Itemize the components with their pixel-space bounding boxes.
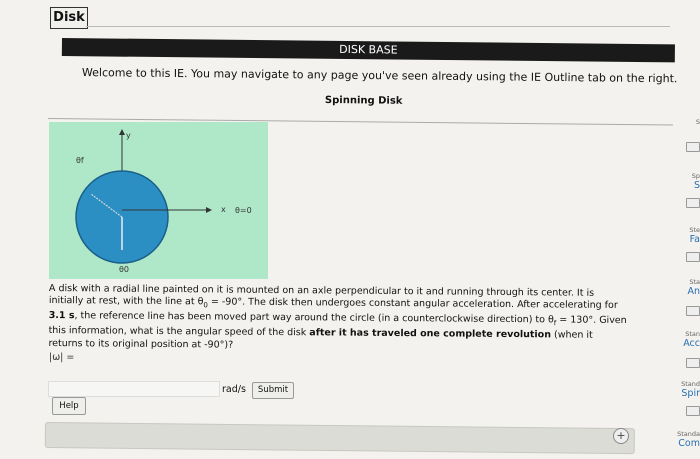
- outline-item-4-box[interactable]: [686, 306, 700, 316]
- outline-item-3-big[interactable]: Fa: [689, 234, 700, 245]
- outline-item-3-box[interactable]: [686, 252, 700, 262]
- outline-item-2-small[interactable]: Sp: [691, 172, 700, 180]
- outline-item-6-big[interactable]: Spir: [681, 388, 700, 399]
- x-axis-label: x: [221, 205, 226, 214]
- problem-text-3: , the reference line has been moved part way around the circle (in a counterclockwise direction) to θ: [74, 310, 554, 326]
- outline-item-6-small[interactable]: Stand: [681, 380, 700, 388]
- disk-tab[interactable]: Disk: [50, 7, 88, 29]
- outline-item-2-big[interactable]: S: [693, 180, 700, 191]
- outline-item-5-small[interactable]: Stan: [685, 330, 700, 338]
- outline-item-1-small[interactable]: S: [695, 118, 700, 126]
- disk-diagram: [49, 122, 268, 279]
- outline-item-3-small[interactable]: Ste: [689, 226, 700, 234]
- outline-item-4-big[interactable]: An: [687, 286, 700, 297]
- outline-item-1-box[interactable]: [686, 142, 700, 152]
- y-axis-label: y: [126, 131, 131, 140]
- theta-f-subscript: f: [553, 319, 557, 328]
- outline-item-6-box[interactable]: [686, 406, 700, 416]
- theta-0-subscript: 0: [203, 301, 208, 310]
- theta-0-label: θ0: [119, 265, 129, 274]
- omega-prompt: |ω| =: [49, 352, 75, 363]
- outline-item-7-small[interactable]: Standa: [677, 430, 700, 438]
- answer-input[interactable]: [48, 381, 220, 397]
- unit-label: rad/s: [222, 384, 246, 395]
- top-divider: [86, 26, 670, 27]
- problem-emphasis: after it has traveled one complete revolution: [309, 327, 552, 341]
- section-subtitle: Spinning Disk: [324, 95, 403, 107]
- outline-item-7-big[interactable]: Com: [678, 438, 700, 449]
- help-button[interactable]: Help: [52, 397, 86, 415]
- theta-f-label: θf: [76, 156, 84, 165]
- problem-text-2: = -90°. The disk then undergoes constant angular acceleration. After accelerating for: [207, 296, 618, 312]
- page-title: DISK BASE: [62, 38, 675, 62]
- outline-item-5-box[interactable]: [686, 358, 700, 368]
- spinning-disk-figure: [49, 122, 268, 279]
- bottom-bar: [45, 422, 635, 454]
- problem-text-5: (when it returns to its original position at -90°)?: [48, 329, 593, 351]
- problem-text-4: = 130°. Given this information, what is the angular speed of the disk: [48, 314, 627, 339]
- ie-outline-panel: [672, 100, 700, 459]
- outline-item-5-big[interactable]: Acc: [683, 338, 700, 349]
- problem-text-1: A disk with a radial line painted on it is mounted on an axle perpendicular to it and running through its center. It is initially at rest, with the line at θ: [48, 283, 595, 308]
- time-value: 3.1 s: [48, 310, 75, 322]
- theta-zero-label: θ=0: [235, 206, 252, 215]
- outline-item-4-small[interactable]: Sta: [689, 278, 700, 286]
- outline-item-2-box[interactable]: [686, 198, 700, 208]
- plus-icon[interactable]: +: [613, 428, 629, 444]
- submit-button[interactable]: Submit: [252, 382, 294, 399]
- problem-statement: [48, 283, 629, 355]
- welcome-text: Welcome to this IE. You may navigate to any page you've seen already using the IE Outline tab on the right.: [81, 66, 678, 86]
